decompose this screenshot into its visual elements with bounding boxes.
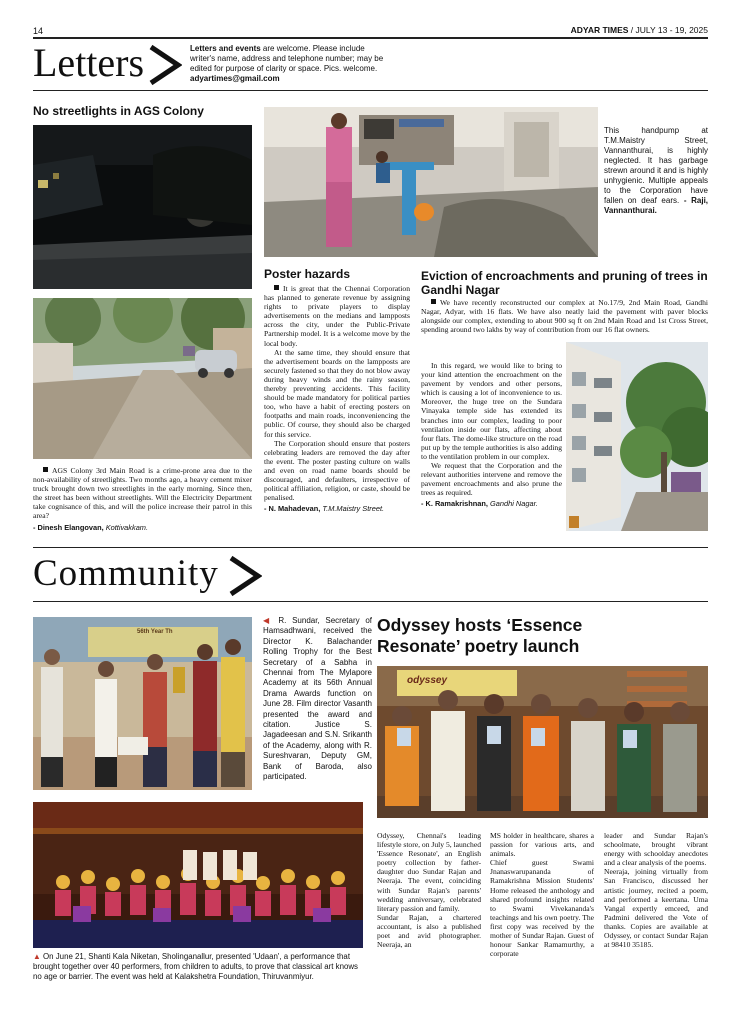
eviction-intro <box>421 298 708 334</box>
handpump-signature: - Raji, Vannanthurai. <box>604 196 709 215</box>
odyssey-store-sign: odyssey <box>407 675 448 686</box>
handpump-photo <box>264 107 598 257</box>
letters-email: adyartimes@gmail.com <box>190 74 280 83</box>
poster-paragraph-2: At the same time, they should ensure that the advertisement boards on the lampposts are securely fastened so that they do not blow away during heavy winds and the rainy season, thereby preventing accidents. This facility should be made mandatory for political parties too, who have a habit of erecting posters on footpaths and main roads, inconveniencing the public. Of course, they should also be charged for this service. <box>264 347 410 439</box>
poster-hazards-letter <box>264 284 410 513</box>
eviction-paragraph-2: In this regard, we would like to bring to your kind attention the encroachment on the pavement by vendors and other persons, which is causing a lot of inconvenience to us. Moreover, the huge tree on the Sundara Vinayaka temple side has extended its branches into our complex, leading to poor ventilation inside our flats, affecting about four flats. The dome-like structure on the road put up by the temple authorities is also adding to the ventilation problem in our complex. <box>421 361 562 461</box>
community-section-title <box>33 551 219 597</box>
odyssey-headline: Odyssey hosts ‘Essence Resonate’ poetry launch <box>377 615 583 656</box>
udaan-caption-text: On June 21, Shanti Kala Niketan, Sholinganallur, presented 'Udaan', a performance that brought together over 40 performers, from children to adults, to prove that classical art knows no age or barrier. The event was held at Kalakshetra Foundation, Thiruvanmiyur. <box>33 952 358 981</box>
letters-title: Letters <box>33 40 145 85</box>
odyssey-column-1: Odyssey, Chennai's leading lifestyle store, on July 5, launched 'Essence Resonate', an English poetry collection by father-daughter duo Sundar Rajan and Neeraja. The event, coinciding with Sundar Rajan's parents' wedding anniversary, celebrated literary passion and family. Sundar Rajan, a chartered accountant, is also a published poet and avid photographer. Neeraja, an <box>377 831 481 950</box>
letters-notice-bold: Letters and events <box>190 44 261 53</box>
header-rule <box>33 37 708 39</box>
odyssey-launch-photo <box>377 666 708 818</box>
eviction-body <box>421 361 562 509</box>
hamsadhwani-award-photo <box>33 617 252 790</box>
community-bottom-rule <box>33 601 708 602</box>
streetlights-signature: - Dinesh Elangovan, Kottivakkam. <box>33 522 149 532</box>
issue-dates: JULY 13 - 19, 2025 <box>635 25 708 35</box>
hamsadhwani-caption <box>263 616 372 783</box>
odyssey-column-3: leader and Sundar Rajan's schoolmate, brought vibrant energy with schoolday anecdotes and a clear analysis of the poems. Neeraja, joining virtually from San Francisco, discussed her artistic journey, recited a poem, and performed a keertana. Uma Vangal expertly emceed, and Padmini delivered the Vote of thanks. Copies are available at Odyssey, or contact Sundar Rajan at 98410 35185. <box>604 831 708 950</box>
paper-name: ADYAR TIMES <box>570 25 629 35</box>
udaan-caption <box>33 952 363 981</box>
handpump-caption <box>604 126 708 216</box>
day-street-photo <box>33 298 252 459</box>
eviction-paragraph-1: We have recently reconstructed our complex at No.17/9, 2nd Main Road, Gandhi Nagar, Adyar, with 16 flats. We have also neatly laid the pavement with paver blocks alongside our complex, extending to about 900 sq ft on 2nd Main Road and 1st Cross Street, spending around two lakhs by way of contribution from our 16 flat owners. <box>421 298 708 335</box>
handpump-caption-text: This handpump at T.M.Maistry Street, Vannanthurai, is highly neglected. It has garbage strewn around it and is highly unhygienic. Multiple appeals to the Corporation have fallen on deaf ears. <box>604 126 708 205</box>
letters-notice-text: are welcome. Please include writer's name, address and telephone number; may be edited for purpose of clarity or space. Pics. welcome. <box>190 44 384 73</box>
hamsadhwani-caption-text: R. Sundar, Secretary of Hamsadhwani, received the Director K. Balachander Rolling Trophy for the Best Secretary of a Sabha in Chennai from The Mylapore Academy at its 56th Annual Drama Awards function on June 28. Film director Vasanth presented the award and citation. Justice S. Jagadeesan and S.N. Srikanth of the Academy, along with R. Sureshvaran, Deputy GM, Bank of Baroda, also participated. <box>263 616 372 782</box>
chevron-right-icon <box>148 44 182 86</box>
gandhi-nagar-photo <box>566 342 708 531</box>
bullet-square-icon <box>431 299 436 304</box>
odyssey-column-2: MS holder in healthcare, shares a passion for various arts, and animals. Chief guest Swami Jnanaswarupananda of Ramakrishna Mission Students' Home released the anthology and shared profound insights related to Swami Vivekananda's teachings and his own poetry. The first copy was received by the mother of Sundar Rajan. Guest of honour Sankar Ramamurthy, a corporate <box>490 831 594 959</box>
eviction-headline: Eviction of encroachments and pruning of trees in Gandhi Nagar <box>421 269 708 297</box>
eviction-paragraph-3: We request that the Corporation and the relevant authorities intervene and remove the pavement encroachments and also prune the trees as required. <box>421 461 562 498</box>
hamsadhwani-banner-text: 56th Year Th <box>137 629 173 635</box>
letters-notice <box>190 44 390 84</box>
letters-banner-rule <box>33 90 708 91</box>
letters-section-title <box>33 40 144 86</box>
red-triangle-icon: ◀ <box>263 616 273 625</box>
night-street-photo <box>33 125 252 289</box>
bullet-square-icon <box>43 467 48 472</box>
page-number: 14 <box>33 26 44 36</box>
chevron-right-icon <box>228 555 262 597</box>
community-top-rule <box>33 547 708 548</box>
bullet-square-icon <box>274 285 279 290</box>
eviction-signature: - K. Ramakrishnan, Gandhi Nagar. <box>421 499 538 509</box>
masthead-strip: ADYAR TIMES / JULY 13 - 19, 2025 <box>570 25 708 35</box>
poster-paragraph-3: The Corporation should ensure that posters celebrating leaders are removed the day after the event. The poster pasting culture on walls and even on road name boards should be discouraged, and defaulters, irrespective of political affiliation, religion, or caste, should be penalised. <box>264 438 410 503</box>
community-title: Community <box>33 553 219 594</box>
poster-hazards-headline: Poster hazards <box>264 267 351 281</box>
streetlights-body: AGS Colony 3rd Main Road is a crime-prone area due to the non-availability of streetlights. Two months ago, a heavy cement mixer truck brought down two streetlights in the early morning. Since then, the street has been without streetlights. Will the Electricity Department take cognisance of this, and will the police increase their patrol in this area? <box>33 466 252 521</box>
udaan-performance-photo <box>33 802 363 948</box>
poster-paragraph-1: It is great that the Chennai Corporation has planned to generate revenue by assigning rights to private players to display advertisements on the medians and lampposts across the city, under the Public-Private Partnership model. It is a welcome move by the local body. <box>264 284 410 348</box>
poster-signature: - N. Mahadevan, T.M.Maistry Street. <box>264 504 385 514</box>
streetlights-headline: No streetlights in AGS Colony <box>33 104 204 118</box>
red-triangle-icon: ▲ <box>33 952 41 961</box>
streetlights-letter <box>33 466 252 532</box>
